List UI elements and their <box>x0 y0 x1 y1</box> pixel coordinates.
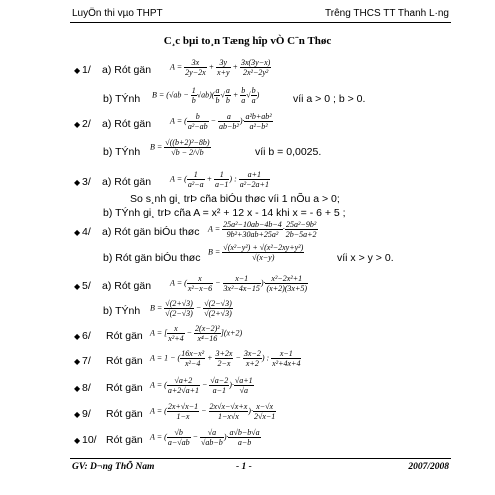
formula-6: A = [ $\frac{x}{\text{x²+4}}$ − $\frac{\text{2(x−2)²}}{\text{x⁴−16}}$ ](x+2) <box>150 324 243 343</box>
condition-1b: víi a > 0 ; b > 0. <box>293 93 366 105</box>
diamond-bullet-icon: ◆ <box>74 357 81 366</box>
formula-9: A = ( $\frac{2x+√x-1}{1-x}$ − $\frac{2x√x-√x+x}{1-x√x}$ )· $\frac{x-√x}{2√x-1}$ <box>150 402 276 421</box>
header-left: LuyÖn thi vµo THPT <box>72 8 163 19</box>
part-label: Rót gän <box>106 330 143 342</box>
problem-2 <box>74 118 151 130</box>
diamond-bullet-icon: ◆ <box>74 178 81 187</box>
problem-number: 1/ <box>82 64 91 76</box>
problem-number: 7/ <box>82 355 91 367</box>
part-b-text: b) TÝnh gi¸ trÞ cña A = x² + 12 x - 14 khi x = - 6 + 5 ; <box>103 207 346 219</box>
condition-4b: víi x > y > 0. <box>337 252 394 264</box>
formula-2a: A = ( $\frac{b}{\text{a²−ab}}$ − $\frac{a}{\text{ab−b²}}$ )· $\frac{\text{a²b+ab²}}{\text{a²−b²}}$ <box>170 112 272 131</box>
problem-7 <box>74 355 143 367</box>
part-b-label: b) TÝnh <box>103 305 141 317</box>
footer-author: GV: D¬ng ThÕ Nam <box>72 462 155 472</box>
problem-10 <box>74 434 143 446</box>
footer-rule <box>70 458 451 459</box>
formula-5b: B = $\frac{√(2+√3)}{√(2-√3)}$ − $\frac{√(2-√3)}{√(2+√3)}$ <box>150 299 232 318</box>
footer-year: 2007/2008 <box>408 462 449 472</box>
diamond-bullet-icon: ◆ <box>74 282 81 291</box>
problem-9 <box>74 408 143 420</box>
part-b-label: b) TÝnh <box>103 93 141 105</box>
diamond-bullet-icon: ◆ <box>74 436 81 445</box>
diamond-bullet-icon: ◆ <box>74 228 81 237</box>
problem-6 <box>74 330 143 342</box>
part-a-label: a) Rót gän biÓu thøc <box>102 226 200 238</box>
diamond-bullet-icon: ◆ <box>74 66 81 75</box>
footer-page-number: - 1 - <box>236 462 252 472</box>
part-label: Rót gän <box>106 408 143 420</box>
problem-number: 6/ <box>82 330 91 342</box>
problem-number: 5/ <box>82 280 91 292</box>
diamond-bullet-icon: ◆ <box>74 332 81 341</box>
condition-2b: víi b = 0,0025. <box>255 146 322 158</box>
problem-number: 10/ <box>82 434 97 446</box>
problem-5 <box>74 280 151 292</box>
part-label: Rót gän <box>106 355 143 367</box>
problem-number: 2/ <box>82 118 91 130</box>
part-label: Rót gän <box>106 434 143 446</box>
part-a-label: a) Rót gän <box>102 176 152 188</box>
part-label: Rót gän <box>106 382 143 394</box>
formula-3a: A = ( $\frac{1}{\text{a²−a}}$ + $\frac{1}{a-1}$ ) : $\frac{a+1}{\text{a²−2a+1}}$ <box>170 170 269 189</box>
page-title: C¸c bµi to¸n Tæng hîp vÒ C¨n Thøc <box>163 35 332 47</box>
diamond-bullet-icon: ◆ <box>74 384 81 393</box>
compare-text: So s¸nh gi¸ trÞ cña biÓu thøc víi 1 nÕu a > 0; <box>130 193 340 205</box>
formula-7: A = 1 − ( $\frac{\text{16x−x²}}{\text{x²−4}}$ + $\frac{3+2x}{2-x}$ − $\frac{3x-2}{x+2}$ ) : $\frac{x-1}{\text{x²+4x+4}}$ <box>150 349 301 368</box>
problem-3 <box>74 176 151 188</box>
header-right: Trêng THCS TT Thanh L·ng <box>325 8 449 19</box>
diamond-bullet-icon: ◆ <box>74 120 81 129</box>
part-b-label: b) TÝnh <box>103 146 141 158</box>
formula-5a: A = ( $\frac{x}{\text{x²−x−6}}$ − $\frac{x-1}{\text{3x²−4x−15}}$ )· $\frac{\text{x²−2x²+1}}{(x+2)(3x+5)}$ <box>170 274 308 293</box>
formula-4a: A = $\frac{\text{25a²−10ab−4b−4}}{\text{9b²+30ab+25a²}}$ · $\frac{\text{25a²−9b²}}{2b-5a+2}$ <box>208 220 317 239</box>
problem-4 <box>74 226 199 238</box>
problem-number: 4/ <box>82 226 91 238</box>
formula-4b: B = $\frac{\text{√(x²−y²) + √(x²−2xy+y²)}}{√(x-y)}$ <box>208 243 304 262</box>
formula-8: A = ( $\frac{√a+2}{a+2√a+1}$ − $\frac{√a-2}{a-1}$ )· $\frac{√a+1}{√a}$ <box>150 376 253 395</box>
part-b-label: b) Rót gän biÓu thøc <box>103 252 201 264</box>
header-rule <box>70 22 451 23</box>
formula-2b: B = $\frac{\text{√((b+2)²−8b)}}{√b - 2/√b}$ <box>150 138 210 157</box>
problem-number: 3/ <box>82 176 91 188</box>
formula-10: A = ( $\frac{√b}{a-√ab}$ − $\frac{√a}{√ab-b}$ )· $\frac{a√b-b√a}{a-b}$ <box>150 428 260 447</box>
part-a-label: a) Rót gän <box>102 280 152 292</box>
formula-1a: A = $\frac{3x}{2y-2x}$ + $\frac{3y}{x+y}$ + $\frac{3x(3y-x)}{\text{2x²−2y²}}$ <box>170 58 271 77</box>
formula-1b: B = (√ab − $\frac{1}{b}$ √ab)( $\frac{a}{b}$ √ $\frac{a}{b}$ + $\frac{b}{a}$ √ $\frac{b}{a}$ ) <box>152 86 260 105</box>
problem-1 <box>74 64 151 76</box>
problem-number: 8/ <box>82 382 91 394</box>
part-a-label: a) Rót gän <box>102 118 152 130</box>
problem-number: 9/ <box>82 408 91 420</box>
part-a-label: a) Rót gän <box>102 64 152 76</box>
diamond-bullet-icon: ◆ <box>74 410 81 419</box>
problem-8 <box>74 382 143 394</box>
